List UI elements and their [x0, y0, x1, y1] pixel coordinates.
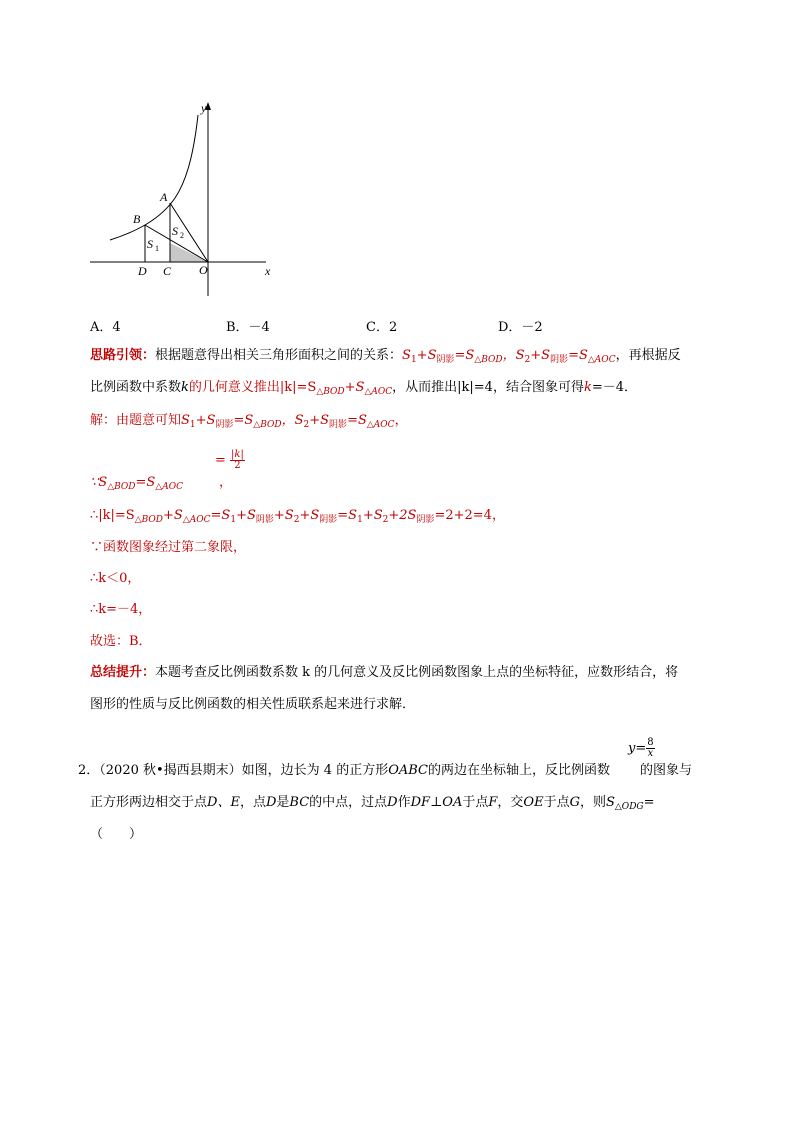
summary-line-1: 总结提升：本题考查反比例函数系数 k 的几何意义及反比例函数图象上点的坐标特征，应数形结合，将 [90, 665, 679, 680]
label-s2: S [172, 224, 178, 238]
question-2-answer-blank: （ ） [90, 827, 143, 842]
option-c: C．2 [366, 320, 398, 335]
label-b: B [133, 212, 141, 226]
label-a: A [160, 190, 168, 204]
solution-line-7: 故选：B． [90, 634, 152, 649]
solution-line-6: ∴k=－4， [90, 602, 152, 617]
option-d: D．－2 [498, 320, 543, 335]
label-s2-sub: 2 [180, 231, 184, 240]
option-b: B．－4 [226, 320, 270, 335]
summary-label: 总结提升： [90, 665, 156, 680]
label-y: y [201, 101, 207, 115]
solution-line-5: ∴k＜0， [90, 571, 141, 586]
guide-label: 思路引领： [90, 348, 156, 363]
question-2-line-1: 2．（2020 秋•揭西县期末）如图，边长为 4 的正方形OABC的两边在坐标轴上，反比例函数 的图象与 [78, 763, 693, 778]
label-s1-sub: 1 [155, 244, 159, 253]
solution-line-1: 解：由题意可知$S_1+S_{阴影}=S_{\triangle BOD}$，$S_2+S_{阴影}=S_{\triangle AOC}$， [90, 413, 408, 430]
hyperbola-figure [80, 95, 290, 305]
hyperbola-curve [110, 115, 198, 240]
label-c: C [163, 264, 172, 278]
solution-line-4: ∵函数图象经过第二象限， [90, 540, 247, 555]
solution-line-3: $\therefore|k|=S_{\triangle BOD}+S_{\triangle AOC}=S_1+S_{阴影}+S_2+S_{阴影}=S_1+S_2+2S_{阴影}=2+2=4$， [90, 508, 505, 525]
label-x: x [265, 264, 271, 278]
question-2-line-2: 正方形两边相交于点D、E，点D是BC的中点，过点D作DF⊥OA于点F，交OE于点G，则$S_{\triangle ODG}=$ [90, 795, 655, 812]
fraction-k-over-2: = $\frac{|k|}{2}$ [215, 449, 244, 471]
guide-line-2: 比例函数中系数k的几何意义推出$|k|=S_{\triangle BOD}+S_{\triangle AOC}$，从而推出|k|=4，结合图象可得k=－4． [90, 380, 638, 397]
solution-line-2: $\because S_{\triangle BOD}=S_{\triangle AOC}$ ， [90, 475, 232, 492]
label-o: O [199, 263, 208, 277]
function-y-equals-8-over-x: y= $\frac{8}{x}$ [628, 737, 654, 759]
label-s1: S [147, 237, 153, 251]
guide-line-1: 思路引领：根据题意得出相关三角形面积之间的关系：$S_1+S_{阴影}=S_{\triangle BOD}$，$S_2+S_{阴影}=S_{\triangle AOC}$，再根据反 [90, 348, 681, 365]
summary-line-2: 图形的性质与反比例函数的相关性质联系起来进行求解． [90, 697, 416, 712]
label-d: D [138, 264, 147, 278]
option-a: A．4 [90, 320, 121, 335]
